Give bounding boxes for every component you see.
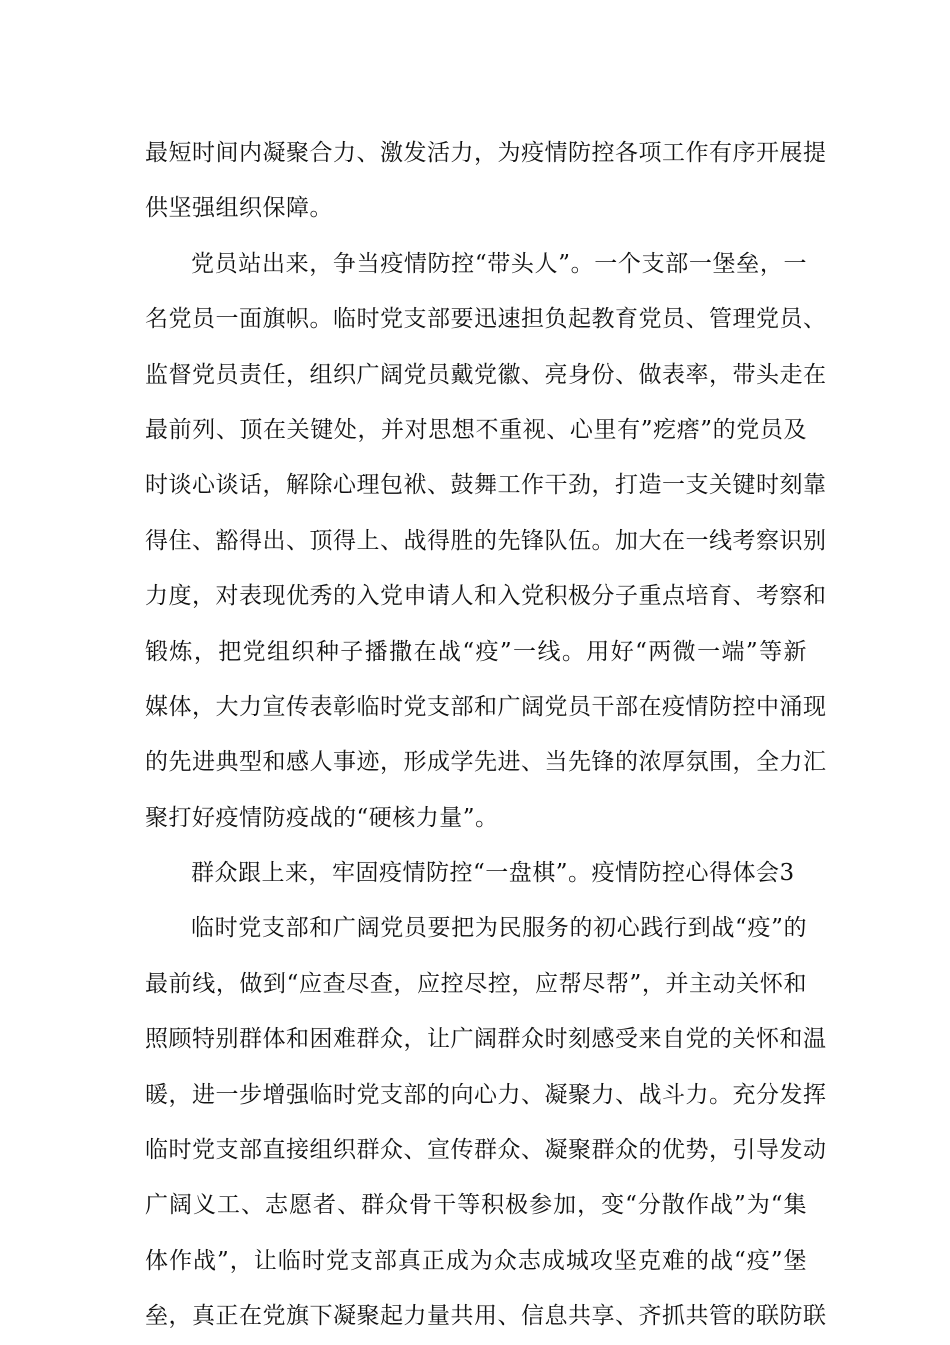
text-line: 照顾特别群体和困难群众，让广阔群众时刻感受来自党的关怀和温 <box>145 1026 827 1053</box>
text-line: 党员站出来，争当疫情防控“带头人”。一个支部一堡垒，一 <box>191 250 807 277</box>
text-line: 的先进典型和感人事迹，形成学先进、当先锋的浓厚氛围，全力汇 <box>145 749 827 776</box>
text-line: 暖，进一步增强临时党支部的向心力、凝聚力、战斗力。充分发挥 <box>145 1081 827 1108</box>
text-line: 最短时间内凝聚合力、激发活力，为疫情防控各项工作有序开展提 <box>145 140 827 166</box>
document-body <box>145 126 827 1345</box>
text-line: 最前列、顶在关键处，并对思想不重视、心里有”疙瘩”的党员及 <box>145 416 807 443</box>
text-line: 监督党员责任，组织广阔党员戴党徽、亮身份、做表率，带头走在 <box>145 361 827 388</box>
text-line: 时谈心谈话，解除心理包袱、鼓舞工作干劲，打造一支关键时刻靠 <box>145 472 827 499</box>
text-line: 最前线，做到“应查尽查，应控尽控，应帮尽帮”，并主动关怀和 <box>145 970 807 997</box>
text-line: 供坚强组织保障。 <box>145 195 333 222</box>
text-line: 体作战”，让临时党支部真正成为众志成城攻坚克难的战“疫”堡 <box>145 1247 807 1274</box>
text-line: 垒，真正在党旗下凝聚起力量共用、信息共享、齐抓共管的联防联 <box>145 1303 827 1330</box>
text-line: 锻炼，把党组织种子播撒在战“疫”一线。用好“两微一端”等新 <box>145 638 807 665</box>
text-line: 媒体，大力宣传表彰临时党支部和广阔党员干部在疫情防控中涌现 <box>145 693 827 720</box>
text-line: 群众跟上来，牢固疫情防控“一盘棋”。疫情防控心得体会3 <box>191 860 795 887</box>
text-line: 临时党支部直接组织群众、宣传群众、凝聚群众的优势，引导发动 <box>145 1137 827 1164</box>
text-line: 临时党支部和广阔党员要把为民服务的初心践行到战“疫”的 <box>191 915 807 942</box>
text-line: 名党员一面旗帜。临时党支部要迅速担负起教育党员、管理党员、 <box>145 306 827 333</box>
text-line: 聚打好疫情防疫战的“硬核力量”。 <box>145 804 499 831</box>
text-line: 广阔义工、志愿者、群众骨干等积极参加，变“分散作战”为“集 <box>145 1192 807 1219</box>
text-line: 得住、豁得出、顶得上、战得胜的先锋队伍。加大在一线考察识别 <box>145 527 827 554</box>
text-line: 力度，对表现优秀的入党申请人和入党积极分子重点培育、考察和 <box>145 583 827 610</box>
